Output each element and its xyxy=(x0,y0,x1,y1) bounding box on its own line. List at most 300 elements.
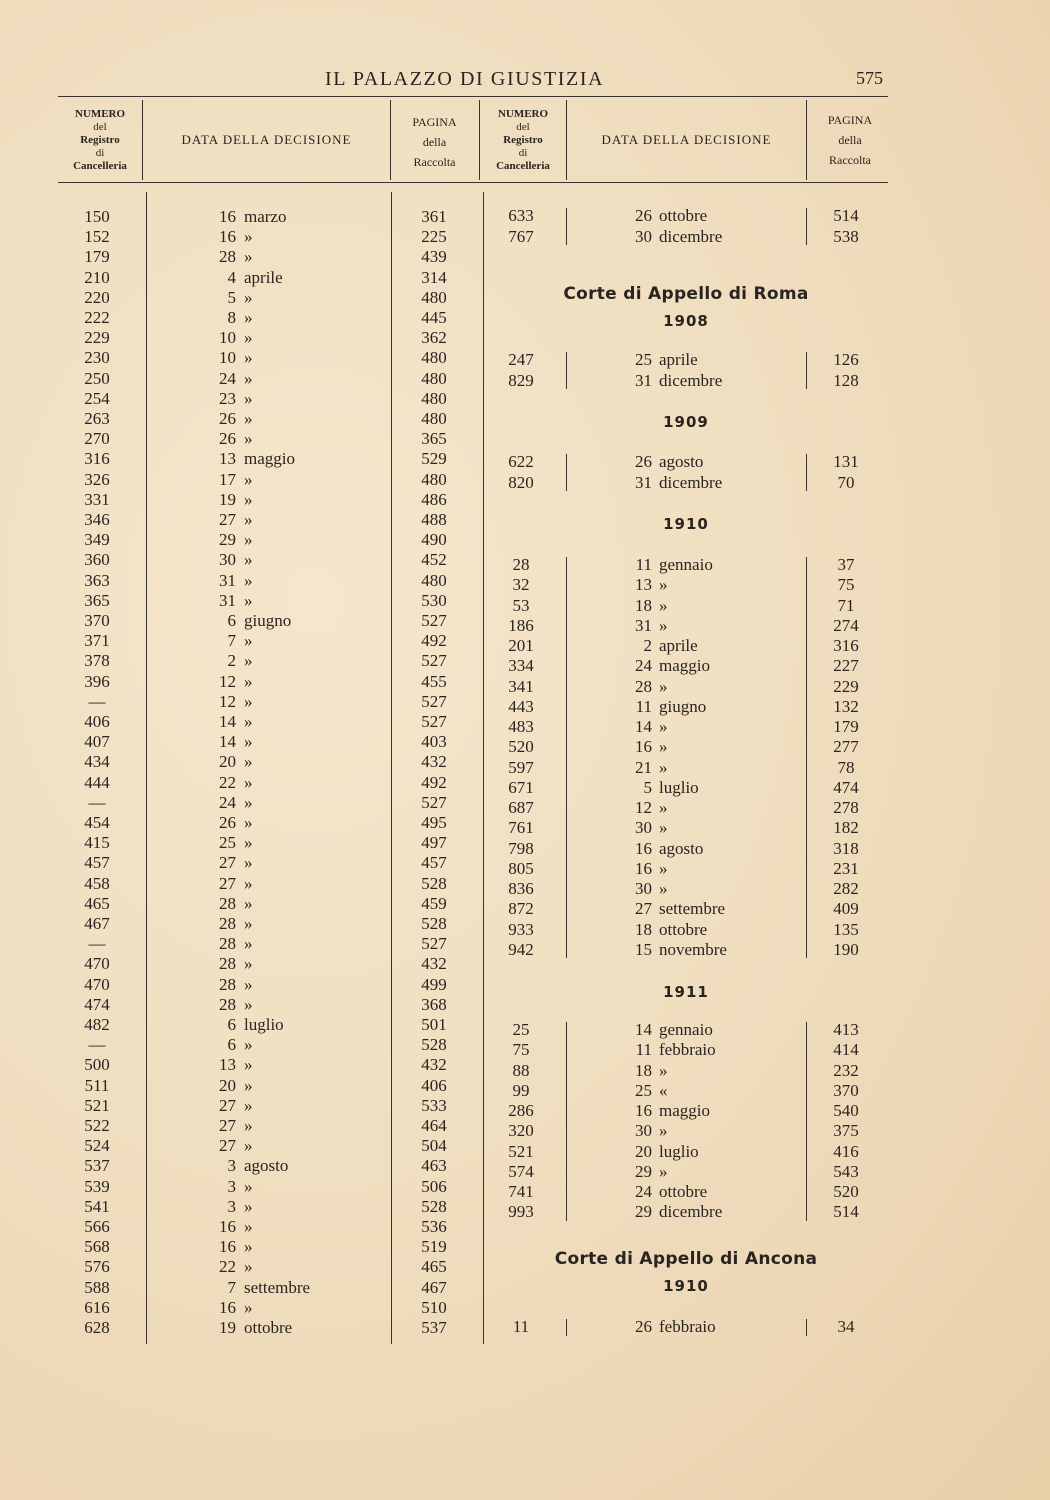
registry-number: 28 xyxy=(512,555,530,574)
decision-month: » xyxy=(244,1136,253,1156)
registry-number: 671 xyxy=(508,777,534,797)
decision-day: 31 xyxy=(219,590,236,610)
page-reference: 131 xyxy=(833,452,859,471)
registry-number: 568 xyxy=(84,1237,110,1257)
registry-number: 444 xyxy=(84,772,110,792)
decision-day: 28 xyxy=(219,914,236,933)
page-reference: 452 xyxy=(421,550,447,570)
page-reference: 528 xyxy=(421,1196,447,1216)
decision-month: » xyxy=(659,879,668,898)
decision-day: 27 xyxy=(219,1116,236,1135)
decision-day: 8 xyxy=(227,308,236,327)
decision-day: 11 xyxy=(635,1040,652,1060)
header-numero-line: di xyxy=(518,147,528,159)
page-reference: 179 xyxy=(833,717,859,736)
decision-day: 20 xyxy=(219,752,236,772)
header-numero-line: Cancelleria xyxy=(73,160,127,172)
page-reference: 432 xyxy=(421,752,447,772)
header-numero-left xyxy=(58,108,142,173)
registry-number: 210 xyxy=(84,267,110,287)
decision-day: 16 xyxy=(219,1217,236,1236)
decision-month: dicembre xyxy=(659,472,723,492)
header-numero-line: di xyxy=(95,147,105,159)
page-reference: 34 xyxy=(837,1317,855,1336)
decision-day: 26 xyxy=(635,1317,652,1336)
decision-day: 28 xyxy=(635,676,652,696)
page-reference: 457 xyxy=(421,853,447,873)
registry-number: 415 xyxy=(84,833,110,853)
running-title: IL PALAZZO DI GIUSTIZIA xyxy=(325,68,605,90)
registry-number: 537 xyxy=(84,1156,110,1176)
page-reference: 514 xyxy=(833,206,859,225)
page-reference: 480 xyxy=(421,287,447,307)
header-top-rule xyxy=(58,96,888,97)
page-reference: 403 xyxy=(421,732,447,752)
registry-number: 588 xyxy=(84,1277,110,1297)
column-rule xyxy=(566,208,567,245)
decision-month: marzo xyxy=(244,207,287,226)
registry-number: 993 xyxy=(508,1202,534,1222)
decision-day: 18 xyxy=(635,919,652,939)
registry-number: 407 xyxy=(84,732,110,752)
page-reference: 37 xyxy=(837,555,855,574)
decision-month: » xyxy=(244,893,253,913)
column-rule xyxy=(806,557,807,958)
decision-month: » xyxy=(659,676,668,696)
decision-day: 20 xyxy=(219,1075,236,1095)
page-reference: 529 xyxy=(421,449,447,469)
decision-month: » xyxy=(244,1237,253,1257)
decision-day: 27 xyxy=(219,853,236,873)
decision-month: » xyxy=(244,1196,253,1216)
decision-month: maggio xyxy=(659,656,710,676)
decision-month: » xyxy=(244,348,253,368)
decision-day: 30 xyxy=(635,879,652,898)
column-rule xyxy=(566,1319,567,1336)
page-reference: 231 xyxy=(833,858,859,878)
registry-number: 247 xyxy=(508,350,534,369)
page-reference: 361 xyxy=(421,207,447,226)
registry-number: 326 xyxy=(84,469,110,489)
page-reference: 232 xyxy=(833,1060,859,1080)
decision-day: 26 xyxy=(635,206,652,225)
page-reference: 432 xyxy=(421,954,447,974)
registry-number: 933 xyxy=(508,919,534,939)
decision-month: » xyxy=(244,388,253,408)
decision-day: 14 xyxy=(635,1020,652,1039)
registry-number: 286 xyxy=(508,1101,534,1120)
registry-number: 628 xyxy=(84,1318,110,1337)
page-reference: 538 xyxy=(833,226,859,246)
page-reference: 128 xyxy=(833,370,859,390)
decision-month: » xyxy=(244,429,253,449)
header-data-right: DATA DELLA DECISIONE xyxy=(601,132,772,147)
page-reference: 528 xyxy=(421,914,447,933)
decision-day: 14 xyxy=(635,717,652,736)
decision-day: 24 xyxy=(635,656,652,676)
header-numero-right xyxy=(480,108,566,173)
registry-number: 186 xyxy=(508,615,534,635)
decision-day: 29 xyxy=(635,1161,652,1181)
registry-number: 483 xyxy=(508,717,534,736)
decision-day: 28 xyxy=(219,954,236,974)
column-rule xyxy=(566,352,567,389)
page-reference: 527 xyxy=(421,611,447,630)
decision-day: 16 xyxy=(219,1237,236,1257)
page-reference: 499 xyxy=(421,974,447,994)
registry-number: 222 xyxy=(84,308,110,327)
decision-month: agosto xyxy=(659,452,704,471)
year-heading-ancona-1910: 1910 xyxy=(663,1277,709,1295)
decision-day: 23 xyxy=(219,388,236,408)
header-numero-line: NUMERO xyxy=(74,108,126,120)
decision-month: aprile xyxy=(659,350,698,369)
decision-day: 7 xyxy=(227,1277,236,1297)
registry-number: 465 xyxy=(84,893,110,913)
decision-day: 5 xyxy=(227,287,236,307)
decision-day: 18 xyxy=(635,1060,652,1080)
decision-month: » xyxy=(244,510,253,529)
decision-day: 28 xyxy=(219,247,236,267)
header-numero-line: del xyxy=(516,121,530,133)
decision-month: » xyxy=(244,691,253,711)
decision-month: » xyxy=(244,873,253,893)
decision-day: 24 xyxy=(219,368,236,388)
decision-month: » xyxy=(244,227,253,247)
registry-number: — xyxy=(88,1035,106,1055)
decision-month: » xyxy=(659,737,668,757)
decision-day: 18 xyxy=(635,595,652,615)
decision-day: 24 xyxy=(219,792,236,812)
decision-month: » xyxy=(244,1095,253,1115)
registry-number: 633 xyxy=(508,206,534,225)
page-reference: 533 xyxy=(421,1095,447,1115)
registry-number: 230 xyxy=(84,348,110,368)
registry-number: 270 xyxy=(84,429,110,449)
decision-day: 6 xyxy=(227,1035,236,1055)
page-reference: 225 xyxy=(421,227,447,247)
decision-month: » xyxy=(244,914,253,933)
registry-number: 820 xyxy=(508,472,534,492)
decision-day: 17 xyxy=(219,469,236,489)
decision-day: 27 xyxy=(219,510,236,529)
decision-day: 22 xyxy=(219,772,236,792)
registry-number: 458 xyxy=(84,873,110,893)
court-heading-roma: Corte di Appello di Roma xyxy=(563,284,809,304)
decision-month: » xyxy=(244,631,253,651)
page-reference: 520 xyxy=(833,1182,859,1201)
decision-day: 12 xyxy=(635,798,652,817)
registry-number: 470 xyxy=(84,974,110,994)
registry-number: 341 xyxy=(508,676,534,696)
registry-number: 220 xyxy=(84,287,110,307)
decision-month: » xyxy=(244,732,253,752)
page-reference: 467 xyxy=(421,1277,447,1297)
page-reference: 480 xyxy=(421,348,447,368)
registry-number: 334 xyxy=(508,656,534,676)
decision-month: » xyxy=(244,489,253,509)
decision-month: » xyxy=(244,1055,253,1075)
registry-number: 365 xyxy=(84,590,110,610)
page-reference: 480 xyxy=(421,388,447,408)
column-rule xyxy=(806,1022,807,1221)
decision-month: ottobre xyxy=(244,1318,293,1337)
decision-day: 29 xyxy=(635,1202,652,1222)
decision-day: 25 xyxy=(635,350,652,369)
page-reference: 274 xyxy=(833,615,859,635)
page-reference: 71 xyxy=(837,595,855,615)
header-numero-line: Registro xyxy=(80,134,120,146)
registry-number: 331 xyxy=(84,489,110,509)
decision-month: gennaio xyxy=(659,555,713,574)
decision-month: » xyxy=(244,1075,253,1095)
page-reference: 455 xyxy=(421,671,447,691)
decision-day: 26 xyxy=(219,813,236,832)
registry-number: 316 xyxy=(84,449,110,469)
header-pagina-line: della xyxy=(422,135,447,149)
decision-day: 30 xyxy=(635,1121,652,1141)
page-reference: 464 xyxy=(421,1116,447,1135)
decision-day: 28 xyxy=(219,893,236,913)
registry-number: — xyxy=(88,934,106,954)
registry-number: 370 xyxy=(84,611,110,630)
decision-day: 30 xyxy=(635,818,652,838)
decision-day: 28 xyxy=(219,994,236,1014)
decision-day: 31 xyxy=(635,370,652,390)
registry-number: 320 xyxy=(508,1121,534,1141)
decision-month: » xyxy=(244,1297,253,1317)
page-reference: 439 xyxy=(421,247,447,267)
decision-month: » xyxy=(244,570,253,590)
page-reference: 504 xyxy=(421,1136,447,1156)
decision-month: » xyxy=(244,328,253,348)
registry-number: 229 xyxy=(84,328,110,348)
registry-number: 474 xyxy=(84,994,110,1014)
decision-day: 14 xyxy=(219,732,236,752)
decision-month: luglio xyxy=(659,777,699,797)
decision-month: dicembre xyxy=(659,370,723,390)
decision-day: 12 xyxy=(219,691,236,711)
decision-month: » xyxy=(244,1116,253,1135)
registry-number: 597 xyxy=(508,757,534,777)
column-rule xyxy=(806,352,807,389)
page-reference: 414 xyxy=(833,1040,859,1060)
decision-day: 26 xyxy=(219,409,236,428)
column-rule xyxy=(566,454,567,491)
page-reference: 316 xyxy=(833,636,859,655)
header-pagina-left xyxy=(390,112,479,172)
column-rule xyxy=(806,454,807,491)
decision-month: » xyxy=(244,287,253,307)
registry-number: 378 xyxy=(84,651,110,671)
page-reference: 506 xyxy=(421,1176,447,1196)
page-reference: 132 xyxy=(833,696,859,716)
registry-number: 574 xyxy=(508,1161,534,1181)
header-pagina-right xyxy=(807,110,893,170)
header-pagina-line: PAGINA xyxy=(412,115,457,129)
page-reference: 318 xyxy=(833,838,859,858)
registry-number: 767 xyxy=(508,226,534,246)
page-number: 575 xyxy=(856,68,883,88)
page-reference: 528 xyxy=(421,1035,447,1055)
decision-day: 31 xyxy=(635,615,652,635)
page-reference: 465 xyxy=(421,1257,447,1277)
decision-day: 5 xyxy=(643,777,652,797)
page-reference: 413 xyxy=(833,1020,859,1039)
page-reference: 406 xyxy=(421,1075,447,1095)
year-heading-1908: 1908 xyxy=(663,312,709,330)
decision-month: » xyxy=(244,974,253,994)
left-column-rule xyxy=(391,192,392,1344)
decision-day: 2 xyxy=(227,651,236,671)
decision-month: » xyxy=(244,994,253,1014)
decision-day: 11 xyxy=(635,555,652,574)
decision-month: » xyxy=(244,954,253,974)
registry-number: 467 xyxy=(84,914,110,933)
year-heading-1911: 1911 xyxy=(663,983,709,1001)
left-column-rule xyxy=(146,192,147,1344)
decision-day: 19 xyxy=(219,489,236,509)
decision-month: » xyxy=(244,792,253,812)
column-rule xyxy=(566,1022,567,1221)
registry-number: 11 xyxy=(512,1317,530,1336)
registry-number: 406 xyxy=(84,712,110,731)
decision-day: 16 xyxy=(219,1297,236,1317)
decision-month: » xyxy=(244,752,253,772)
registry-number: 434 xyxy=(84,752,110,772)
page-reference: 190 xyxy=(833,939,859,959)
decision-day: 16 xyxy=(635,838,652,858)
decision-day: 29 xyxy=(219,530,236,550)
registry-number: 521 xyxy=(508,1141,534,1161)
registry-number: 524 xyxy=(84,1136,110,1156)
decision-month: dicembre xyxy=(659,226,723,246)
page-reference: 409 xyxy=(833,899,859,919)
decision-day: 31 xyxy=(219,570,236,590)
page-reference: 488 xyxy=(421,510,447,529)
registry-number: 396 xyxy=(84,671,110,691)
registry-number: 99 xyxy=(512,1080,530,1100)
decision-day: 22 xyxy=(219,1257,236,1277)
decision-month: luglio xyxy=(659,1141,699,1161)
decision-month: » xyxy=(244,1035,253,1055)
header-numero-line: del xyxy=(93,121,107,133)
decision-month: » xyxy=(244,813,253,832)
decision-month: maggio xyxy=(659,1101,710,1120)
header-numero-line: Cancelleria xyxy=(496,160,550,172)
decision-day: 21 xyxy=(635,757,652,777)
decision-day: 6 xyxy=(227,611,236,630)
decision-month: » xyxy=(659,1060,668,1080)
decision-month: dicembre xyxy=(659,1202,723,1222)
decision-day: 16 xyxy=(219,227,236,247)
decision-day: 27 xyxy=(219,873,236,893)
registry-number: 576 xyxy=(84,1257,110,1277)
header-numero-line: Registro xyxy=(503,134,543,146)
decision-day: 27 xyxy=(635,899,652,919)
registry-number: 179 xyxy=(84,247,110,267)
registry-number: 805 xyxy=(508,858,534,878)
page-reference: 314 xyxy=(421,267,447,287)
page-reference: 490 xyxy=(421,530,447,550)
page-reference: 528 xyxy=(421,873,447,893)
decision-day: 12 xyxy=(219,671,236,691)
page-reference: 480 xyxy=(421,570,447,590)
page-reference: 527 xyxy=(421,712,447,731)
decision-month: ottobre xyxy=(659,919,708,939)
registry-number: 541 xyxy=(84,1196,110,1216)
page-reference: 474 xyxy=(833,777,859,797)
decision-month: » xyxy=(659,858,668,878)
page-reference: 227 xyxy=(833,656,859,676)
page-reference: 543 xyxy=(833,1161,859,1181)
decision-month: » xyxy=(244,651,253,671)
decision-month: agosto xyxy=(659,838,704,858)
decision-month: » xyxy=(659,1121,668,1141)
registry-number: 520 xyxy=(508,737,534,757)
decision-month: » xyxy=(244,772,253,792)
registry-number: 152 xyxy=(84,227,110,247)
decision-day: 6 xyxy=(227,1015,236,1034)
decision-month: « xyxy=(659,1080,668,1100)
page-reference: 497 xyxy=(421,833,447,853)
column-rule xyxy=(566,557,567,958)
page-reference: 362 xyxy=(421,328,447,348)
decision-month: ottobre xyxy=(659,206,708,225)
decision-month: » xyxy=(244,368,253,388)
decision-day: 10 xyxy=(219,328,236,348)
page-reference: 492 xyxy=(421,772,447,792)
page-reference: 527 xyxy=(421,651,447,671)
court-heading-ancona: Corte di Appello di Ancona xyxy=(554,1249,818,1269)
decision-month: » xyxy=(244,550,253,570)
registry-number: 150 xyxy=(84,207,110,226)
decision-day: 28 xyxy=(219,974,236,994)
decision-day: 19 xyxy=(219,1318,236,1337)
page-reference: 530 xyxy=(421,590,447,610)
header-numero-line: NUMERO xyxy=(497,108,549,120)
decision-month: gennaio xyxy=(659,1020,713,1039)
column-rule xyxy=(806,1319,807,1336)
registry-number: 522 xyxy=(84,1116,110,1135)
decision-day: 13 xyxy=(219,449,236,469)
decision-month: » xyxy=(659,575,668,595)
page-reference: 486 xyxy=(421,489,447,509)
registry-number: 346 xyxy=(84,510,110,529)
registry-number: 836 xyxy=(508,879,534,898)
decision-month: » xyxy=(244,1176,253,1196)
page-reference: 135 xyxy=(833,919,859,939)
decision-month: maggio xyxy=(244,449,295,469)
decision-day: 4 xyxy=(227,267,236,287)
registry-number: 75 xyxy=(512,1040,530,1060)
decision-month: settembre xyxy=(659,899,726,919)
header-pagina-line: Raccolta xyxy=(413,155,456,169)
registry-number: 25 xyxy=(512,1020,530,1039)
registry-number: 687 xyxy=(508,798,534,817)
page-reference: 432 xyxy=(421,1055,447,1075)
decision-month: giugno xyxy=(659,696,707,716)
decision-month: » xyxy=(244,469,253,489)
page-reference: 480 xyxy=(421,409,447,428)
page-reference: 501 xyxy=(421,1015,447,1034)
decision-month: » xyxy=(244,247,253,267)
decision-month: giugno xyxy=(244,611,292,630)
page-reference: 510 xyxy=(421,1297,447,1317)
registry-number: 761 xyxy=(508,818,534,838)
decision-month: » xyxy=(244,1257,253,1277)
decision-day: 26 xyxy=(635,452,652,471)
